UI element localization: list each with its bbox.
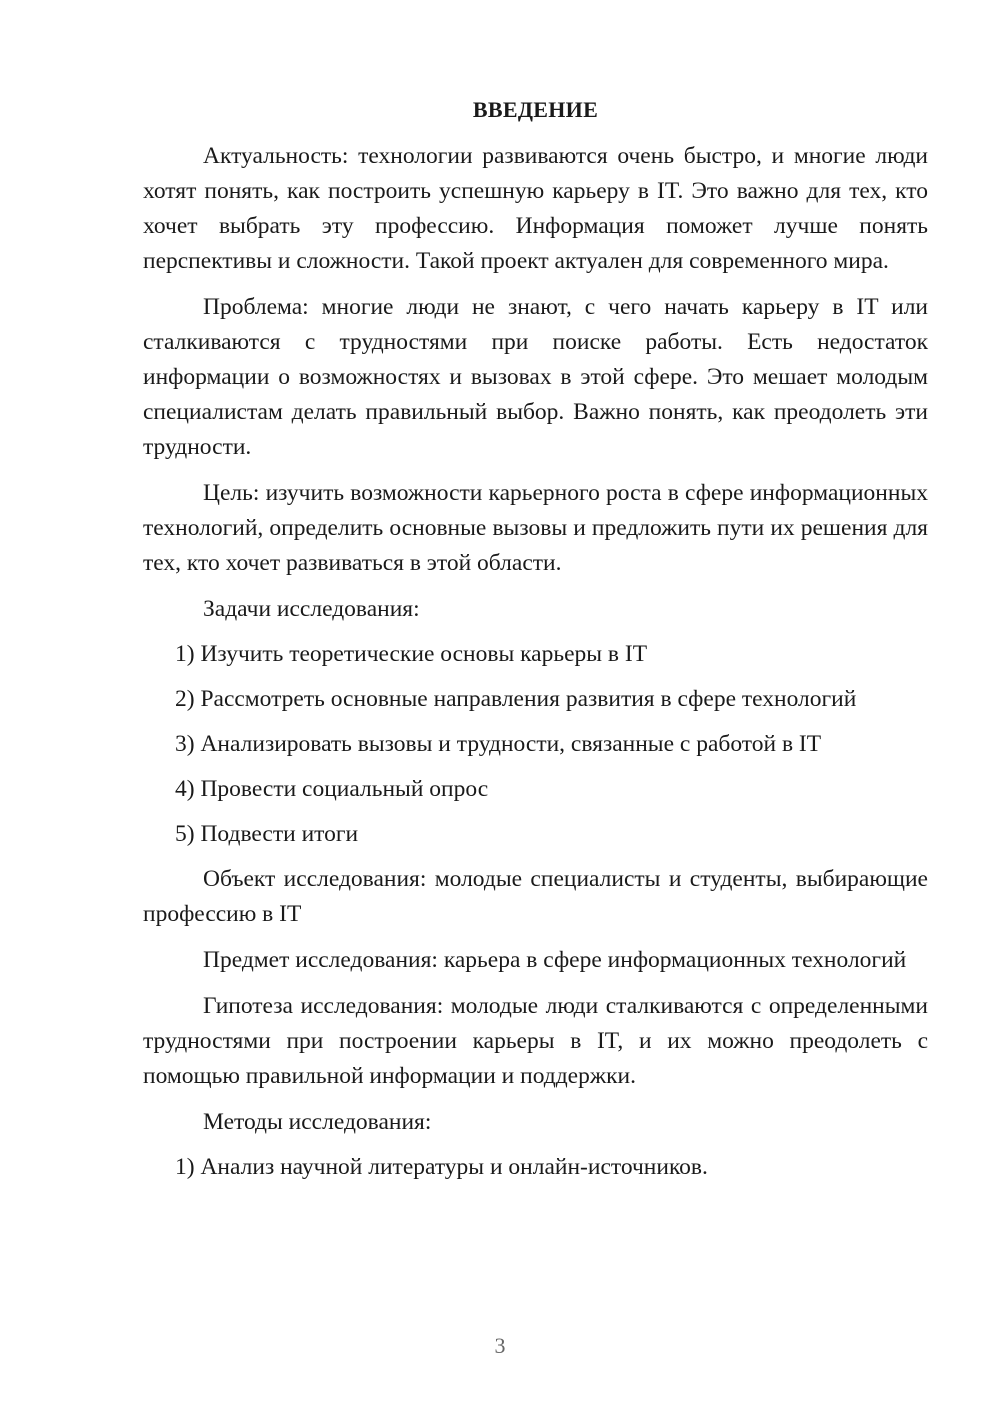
paragraph-hypothesis: Гипотеза исследования: молодые люди сталкиваются с определенными трудностями при построении карьеры в IT, и их можно преодолеть с помощью правильной информации и поддержки. (143, 993, 928, 1089)
list-item: 1) Анализ научной литературы и онлайн-источников. (175, 1154, 708, 1180)
paragraph-relevance: Актуальность: технологии развиваются очень быстро, и многие люди хотят понять, как построить успешную карьеру в IT. Это важно для тех, кто хочет выбрать эту профессию. Информация поможет лучше понять перспективы и сложности. Такой проект актуален для современного мира. (143, 143, 928, 274)
list-item: 2) Рассмотреть основные направления развития в сфере технологий (175, 686, 857, 712)
list-item: 5) Подвести итоги (175, 821, 359, 847)
methods-heading: Методы исследования: (203, 1109, 432, 1135)
list-item: 1) Изучить теоретические основы карьеры в IT (175, 641, 648, 667)
paragraph-subject: Предмет исследования: карьера в сфере информационных технологий (203, 947, 907, 973)
methods-list (143, 1150, 928, 1185)
document-page (143, 92, 928, 1195)
paragraph-problem: Проблема: многие люди не знают, с чего начать карьеру в IT или сталкиваются с трудностями при поиске работы. Есть недостаток информации о возможностях и вызовах в этой сфере. Это мешает молодым специалистам делать правильный выбор. Важно понять, как преодолеть эти трудности. (143, 294, 928, 460)
tasks-list (143, 637, 928, 852)
tasks-heading: Задачи исследования: (203, 596, 420, 622)
section-title: ВВЕДЕНИЕ (472, 97, 599, 122)
list-item: 3) Анализировать вызовы и трудности, связанные с работой в IT (175, 731, 822, 757)
paragraph-goal: Цель: изучить возможности карьерного роста в сфере информационных технологий, определить основные вызовы и предложить пути их решения для тех, кто хочет развиваться в этой области. (143, 480, 928, 576)
paragraph-object: Объект исследования: молодые специалисты и студенты, выбирающие профессию в IT (143, 866, 928, 927)
list-item: 4) Провести социальный опрос (175, 776, 489, 802)
page-number: 3 (494, 1333, 506, 1358)
